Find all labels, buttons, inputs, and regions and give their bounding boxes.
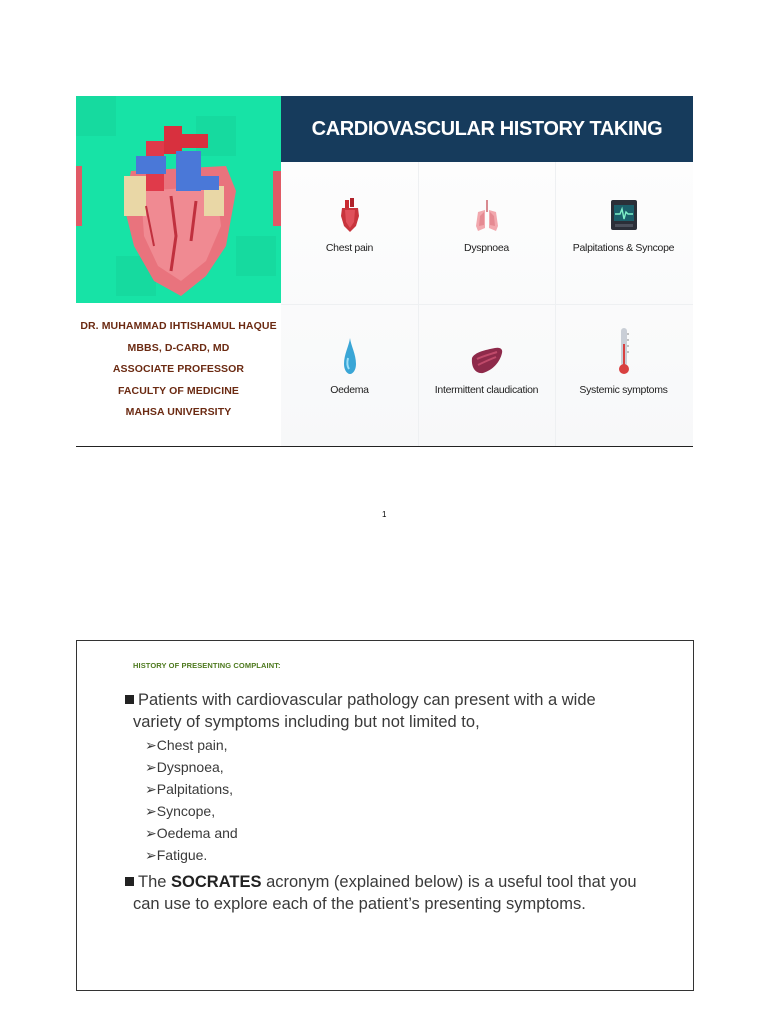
symptom-label: Palpitations & Syncope xyxy=(572,242,675,254)
title-bar xyxy=(281,96,693,162)
square-bullet-icon xyxy=(125,695,134,704)
symptom-intermittent-claudication xyxy=(418,304,555,446)
bullet-paragraph-1 xyxy=(125,689,685,733)
lungs-icon xyxy=(474,198,500,234)
square-bullet-icon xyxy=(125,877,134,886)
symptom-chest-pain xyxy=(281,162,418,304)
author-position: ASSOCIATE PROFESSOR xyxy=(112,363,245,375)
list-item: ➢Palpitations, xyxy=(145,781,233,797)
symptom-label: Systemic symptoms xyxy=(579,384,668,396)
slide-title: CARDIOVASCULAR HISTORY TAKING xyxy=(311,117,663,140)
thermometer-icon xyxy=(617,326,631,376)
list-item: ➢Fatigue. xyxy=(145,847,208,863)
symptom-label: Chest pain xyxy=(325,242,374,254)
list-item: ➢Syncope, xyxy=(145,803,216,819)
list-item: ➢Chest pain, xyxy=(145,737,228,753)
bullet-text-continued: variety of symptoms including but not limited to, xyxy=(133,713,480,731)
muscle-icon xyxy=(469,344,505,376)
bullet-text: Patients with cardiovascular pathology can present with a wide xyxy=(138,691,596,709)
author-university: MAHSA UNIVERSITY xyxy=(125,406,232,418)
content-slide xyxy=(76,640,694,991)
author-name: DR. MUHAMMAD IHTISHAMUL HAQUE xyxy=(80,320,277,332)
symptom-label: Dyspnoea xyxy=(464,242,509,254)
bullet-text: acronym (explained below) is a useful tool that you xyxy=(261,873,637,891)
bullet-text-continued: can use to explore each of the patient’s presenting symptoms. xyxy=(133,895,586,913)
monitor-icon xyxy=(609,198,639,234)
author-degrees: MBBS, D-CARD, MD xyxy=(127,341,230,354)
socrates-acronym: SOCRATES xyxy=(171,873,262,891)
droplet-icon xyxy=(342,336,358,376)
symptom-grid xyxy=(281,162,693,446)
section-heading: HISTORY OF PRESENTING COMPLAINT: xyxy=(133,661,281,670)
symptom-oedema xyxy=(281,304,418,446)
symptom-label: Oedema xyxy=(330,384,369,396)
author-faculty: FACULTY OF MEDICINE xyxy=(117,384,240,397)
pixel-heart-illustration xyxy=(76,96,281,303)
symptom-label: Intermittent claudication xyxy=(434,384,539,396)
symptom-systemic xyxy=(555,304,692,446)
hero-image xyxy=(76,96,281,303)
symptom-dyspnoea xyxy=(418,162,555,304)
heart-icon xyxy=(339,198,361,234)
bullet-prefix: The xyxy=(138,873,172,891)
title-slide xyxy=(76,96,693,447)
bullet-paragraph-2 xyxy=(125,871,685,915)
list-item: ➢Dyspnoea, xyxy=(145,759,224,775)
list-item: ➢Oedema and xyxy=(145,825,238,841)
author-block xyxy=(76,316,281,424)
symptom-palpitations-syncope xyxy=(555,162,692,304)
page-number: 1 xyxy=(382,510,387,519)
